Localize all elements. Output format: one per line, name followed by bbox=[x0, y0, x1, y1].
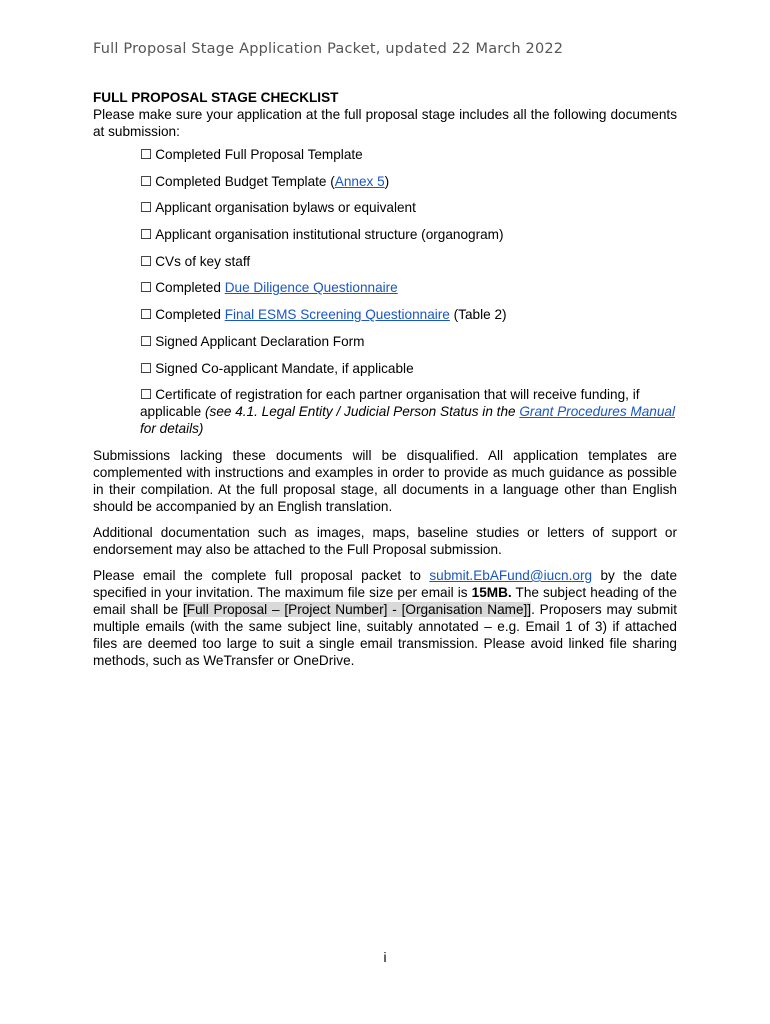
item-text: Applicant organisation bylaws or equivalent bbox=[155, 200, 416, 216]
checkbox-icon[interactable]: ☐ bbox=[140, 200, 153, 216]
page-number: i bbox=[383, 950, 387, 965]
item-note: (see 4.1. Legal Entity / Judicial Person Status in the bbox=[205, 404, 520, 420]
item-text: Completed Budget Template ( bbox=[155, 173, 335, 189]
checklist-item bbox=[140, 199, 677, 216]
additional-docs-paragraph: Additional documentation such as images, maps, baseline studies or letters of support or endorsement may also be attached to the Full Proposal submission. bbox=[93, 524, 677, 557]
due-diligence-link[interactable]: Due Diligence Questionnaire bbox=[224, 280, 398, 296]
checklist-item bbox=[140, 226, 677, 243]
checklist-item bbox=[140, 333, 677, 350]
checklist-heading: FULL PROPOSAL STAGE CHECKLIST bbox=[93, 90, 339, 105]
checkbox-icon[interactable]: ☐ bbox=[140, 227, 153, 243]
item-text: Completed bbox=[155, 307, 225, 323]
item-text: Signed Applicant Declaration Form bbox=[155, 333, 365, 349]
paragraph-text: by the date specified in your invitation. The maximum file size per email is bbox=[93, 567, 677, 600]
paragraph-text: The subject heading of the email shall be bbox=[93, 584, 677, 617]
submission-email-link[interactable]: submit.EbAFund@iucn.org bbox=[429, 567, 593, 583]
email-subject-format: [Full Proposal – [Project Number] - [Organisation Name]] bbox=[183, 601, 532, 617]
annex-5-link[interactable]: Annex 5 bbox=[334, 173, 385, 189]
checkbox-icon[interactable]: ☐ bbox=[140, 280, 153, 296]
item-text: ) bbox=[384, 173, 390, 189]
checklist-item bbox=[140, 306, 677, 323]
item-text: Completed bbox=[155, 280, 225, 296]
item-text: Completed Full Proposal Template bbox=[155, 147, 363, 162]
item-text: CVs of key staff bbox=[155, 253, 251, 269]
esms-questionnaire-link[interactable]: Final ESMS Screening Questionnaire bbox=[224, 307, 450, 323]
checklist bbox=[140, 146, 677, 437]
checkbox-icon[interactable]: ☐ bbox=[140, 147, 153, 162]
checklist-item bbox=[140, 173, 677, 190]
checkbox-icon[interactable]: ☐ bbox=[140, 173, 153, 189]
checklist-item bbox=[140, 360, 677, 377]
paragraph-text: . Proposers may submit multiple emails (with the same subject line, suitably annotated – e.g. Email 1 of 3) if attached files are deemed too large to suit a single email transmission. Please avoid linked file sharing methods, such as WeTransfer or OneDrive. bbox=[93, 601, 677, 668]
item-note: for details) bbox=[140, 421, 204, 437]
checkbox-icon[interactable]: ☐ bbox=[140, 360, 153, 376]
document-body bbox=[93, 89, 677, 678]
checkbox-icon[interactable]: ☐ bbox=[140, 387, 153, 403]
checklist-intro: Please make sure your application at the full proposal stage includes all the following documents at submission: bbox=[93, 107, 677, 139]
checkbox-icon[interactable]: ☐ bbox=[140, 307, 153, 323]
item-text: Signed Co-applicant Mandate, if applicable bbox=[155, 360, 414, 376]
max-file-size: 15MB. bbox=[471, 584, 512, 600]
submission-paragraph bbox=[93, 567, 677, 669]
checklist-item bbox=[140, 253, 677, 270]
item-text: (Table 2) bbox=[449, 307, 507, 323]
item-text: Applicant organisation institutional structure (organogram) bbox=[155, 227, 504, 243]
checklist-item bbox=[140, 146, 677, 163]
checklist-item bbox=[140, 386, 677, 437]
checkbox-icon[interactable]: ☐ bbox=[140, 253, 153, 269]
grant-procedures-manual-link[interactable]: Grant Procedures Manual bbox=[519, 404, 675, 420]
item-text: Certificate of registration for each partner organisation that will receive funding, if applicable bbox=[140, 387, 640, 420]
paragraph-text: Please email the complete full proposal packet to bbox=[93, 567, 430, 583]
running-header: Full Proposal Stage Application Packet, updated 22 March 2022 bbox=[93, 41, 564, 57]
disqualification-paragraph: Submissions lacking these documents will be disqualified. All application templates are complemented with instructions and examples in order to provide as much guidance as possible in their compilation. At the full proposal stage, all documents in a language other than English should be accompanied by an English translation. bbox=[93, 447, 677, 514]
checkbox-icon[interactable]: ☐ bbox=[140, 333, 153, 349]
checklist-item bbox=[140, 279, 677, 296]
